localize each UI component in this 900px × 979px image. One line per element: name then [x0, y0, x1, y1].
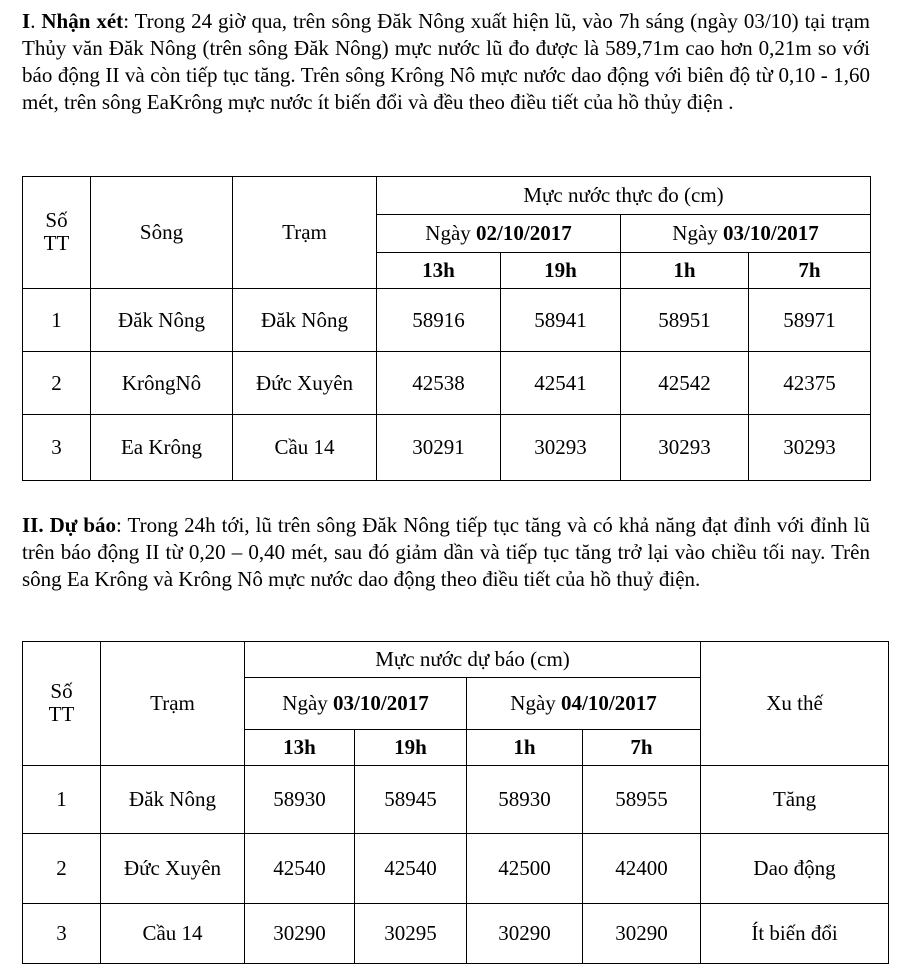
cell-station: Cầu 14 — [101, 904, 245, 964]
header-hour: 19h — [501, 253, 621, 289]
cell-trend: Tăng — [701, 766, 889, 834]
header-trend: Xu thế — [701, 642, 889, 766]
cell-value: 42540 — [355, 834, 467, 904]
observation-heading-word: Nhận xét — [41, 9, 124, 33]
cell-value: 42541 — [501, 352, 621, 415]
cell-stt: 2 — [23, 834, 101, 904]
cell-value: 58930 — [467, 766, 583, 834]
header-stt: Số TT — [23, 177, 91, 289]
cell-value: 30293 — [749, 415, 871, 481]
forecast-paragraph — [22, 512, 870, 593]
cell-value: 58971 — [749, 289, 871, 352]
cell-value: 42375 — [749, 352, 871, 415]
table-row — [23, 352, 871, 415]
cell-station: Đăk Nông — [101, 766, 245, 834]
cell-value: 58955 — [583, 766, 701, 834]
cell-value: 42500 — [467, 834, 583, 904]
header-measured-group: Mực nước thực đo (cm) — [377, 177, 871, 215]
observation-text: : Trong 24 giờ qua, trên sông Đăk Nông xuất hiện lũ, vào 7h sáng (ngày 03/10) tại trạm Thủy văn Đăk Nông (trên sông Đăk Nông) mực nước lũ đo được là 589,71m cao hơn 0,21m so với báo động II và còn tiếp tục tăng. Trên sông Krông Nô mực nước dao động với biên độ từ 0,10 - 1,60 mét, trên sông EaKrông mực nước ít biến đổi và đều theo điều tiết của hồ thủy điện . — [22, 9, 871, 114]
table-row — [23, 766, 889, 834]
cell-value: 58951 — [621, 289, 749, 352]
cell-value: 42538 — [377, 352, 501, 415]
cell-trend: Dao động — [701, 834, 889, 904]
header-river: Sông — [91, 177, 233, 289]
cell-station: Đức Xuyên — [101, 834, 245, 904]
cell-station: Đức Xuyên — [233, 352, 377, 415]
cell-stt: 1 — [23, 289, 91, 352]
forecast-text: : Trong 24h tới, lũ trên sông Đăk Nông tiếp tục tăng và có khả năng đạt đỉnh với đỉnh lũ trên báo động II từ 0,20 – 0,40 mét, sau đó giảm dần và tiếp tục tăng trở lại vào chiều tối nay. Trên sông Ea Krông và Krông Nô mực nước dao động theo điều tiết của hồ thuỷ điện. — [22, 513, 870, 591]
cell-value: 30290 — [467, 904, 583, 964]
cell-stt: 1 — [23, 766, 101, 834]
cell-river: Đăk Nông — [91, 289, 233, 352]
header-forecast-group: Mực nước dự báo (cm) — [245, 642, 701, 678]
header-stt: Số TT — [23, 642, 101, 766]
observation-paragraph: I. Nhận xét: Trong 24 giờ qua, trên sông Đăk Nông xuất hiện lũ, vào 7h sáng (ngày 03/10) tại trạm Thủy văn Đăk Nông (trên sông Đăk Nông) mực nước lũ đo được là 589,71m cao hơn 0,21m so với báo động II và còn tiếp tục tăng. Trên sông Krông Nô mực nước dao động với biên độ từ 0,10 - 1,60 mét, trên sông EaKrông mực nước ít biến đổi và đều theo điều tiết của hồ thủy điện . — [22, 9, 871, 114]
header-station: Trạm — [101, 642, 245, 766]
header-day-2: Ngày 04/10/2017 — [467, 678, 701, 730]
cell-value: 42540 — [245, 834, 355, 904]
header-hour: 19h — [355, 730, 467, 766]
cell-value: 30290 — [245, 904, 355, 964]
cell-stt: 3 — [23, 904, 101, 964]
forecast-water-level-table — [22, 641, 889, 964]
header-hour: 7h — [749, 253, 871, 289]
table-row — [23, 289, 871, 352]
cell-stt: 3 — [23, 415, 91, 481]
header-hour: 7h — [583, 730, 701, 766]
header-hour: 13h — [377, 253, 501, 289]
header-hour: 13h — [245, 730, 355, 766]
cell-value: 58916 — [377, 289, 501, 352]
header-station: Trạm — [233, 177, 377, 289]
cell-trend: Ít biến đổi — [701, 904, 889, 964]
header-day-1: Ngày 03/10/2017 — [245, 678, 467, 730]
table-row — [23, 834, 889, 904]
cell-stt: 2 — [23, 352, 91, 415]
forecast-heading: II. Dự báo — [22, 513, 117, 537]
cell-value: 42542 — [621, 352, 749, 415]
cell-station: Cầu 14 — [233, 415, 377, 481]
header-day-2: Ngày 03/10/2017 — [621, 215, 871, 253]
table-row — [23, 904, 889, 964]
measured-water-level-table — [22, 176, 871, 481]
cell-river: KrôngNô — [91, 352, 233, 415]
cell-value: 30290 — [583, 904, 701, 964]
cell-value: 30295 — [355, 904, 467, 964]
cell-value: 58941 — [501, 289, 621, 352]
cell-value: 42400 — [583, 834, 701, 904]
header-day-1: Ngày 02/10/2017 — [377, 215, 621, 253]
cell-value: 30291 — [377, 415, 501, 481]
header-hour: 1h — [621, 253, 749, 289]
cell-value: 30293 — [501, 415, 621, 481]
observation-heading-number: I — [22, 9, 31, 33]
header-hour: 1h — [467, 730, 583, 766]
cell-value: 58945 — [355, 766, 467, 834]
cell-river: Ea Krông — [91, 415, 233, 481]
table-row — [23, 415, 871, 481]
cell-value: 30293 — [621, 415, 749, 481]
cell-value: 58930 — [245, 766, 355, 834]
cell-station: Đăk Nông — [233, 289, 377, 352]
